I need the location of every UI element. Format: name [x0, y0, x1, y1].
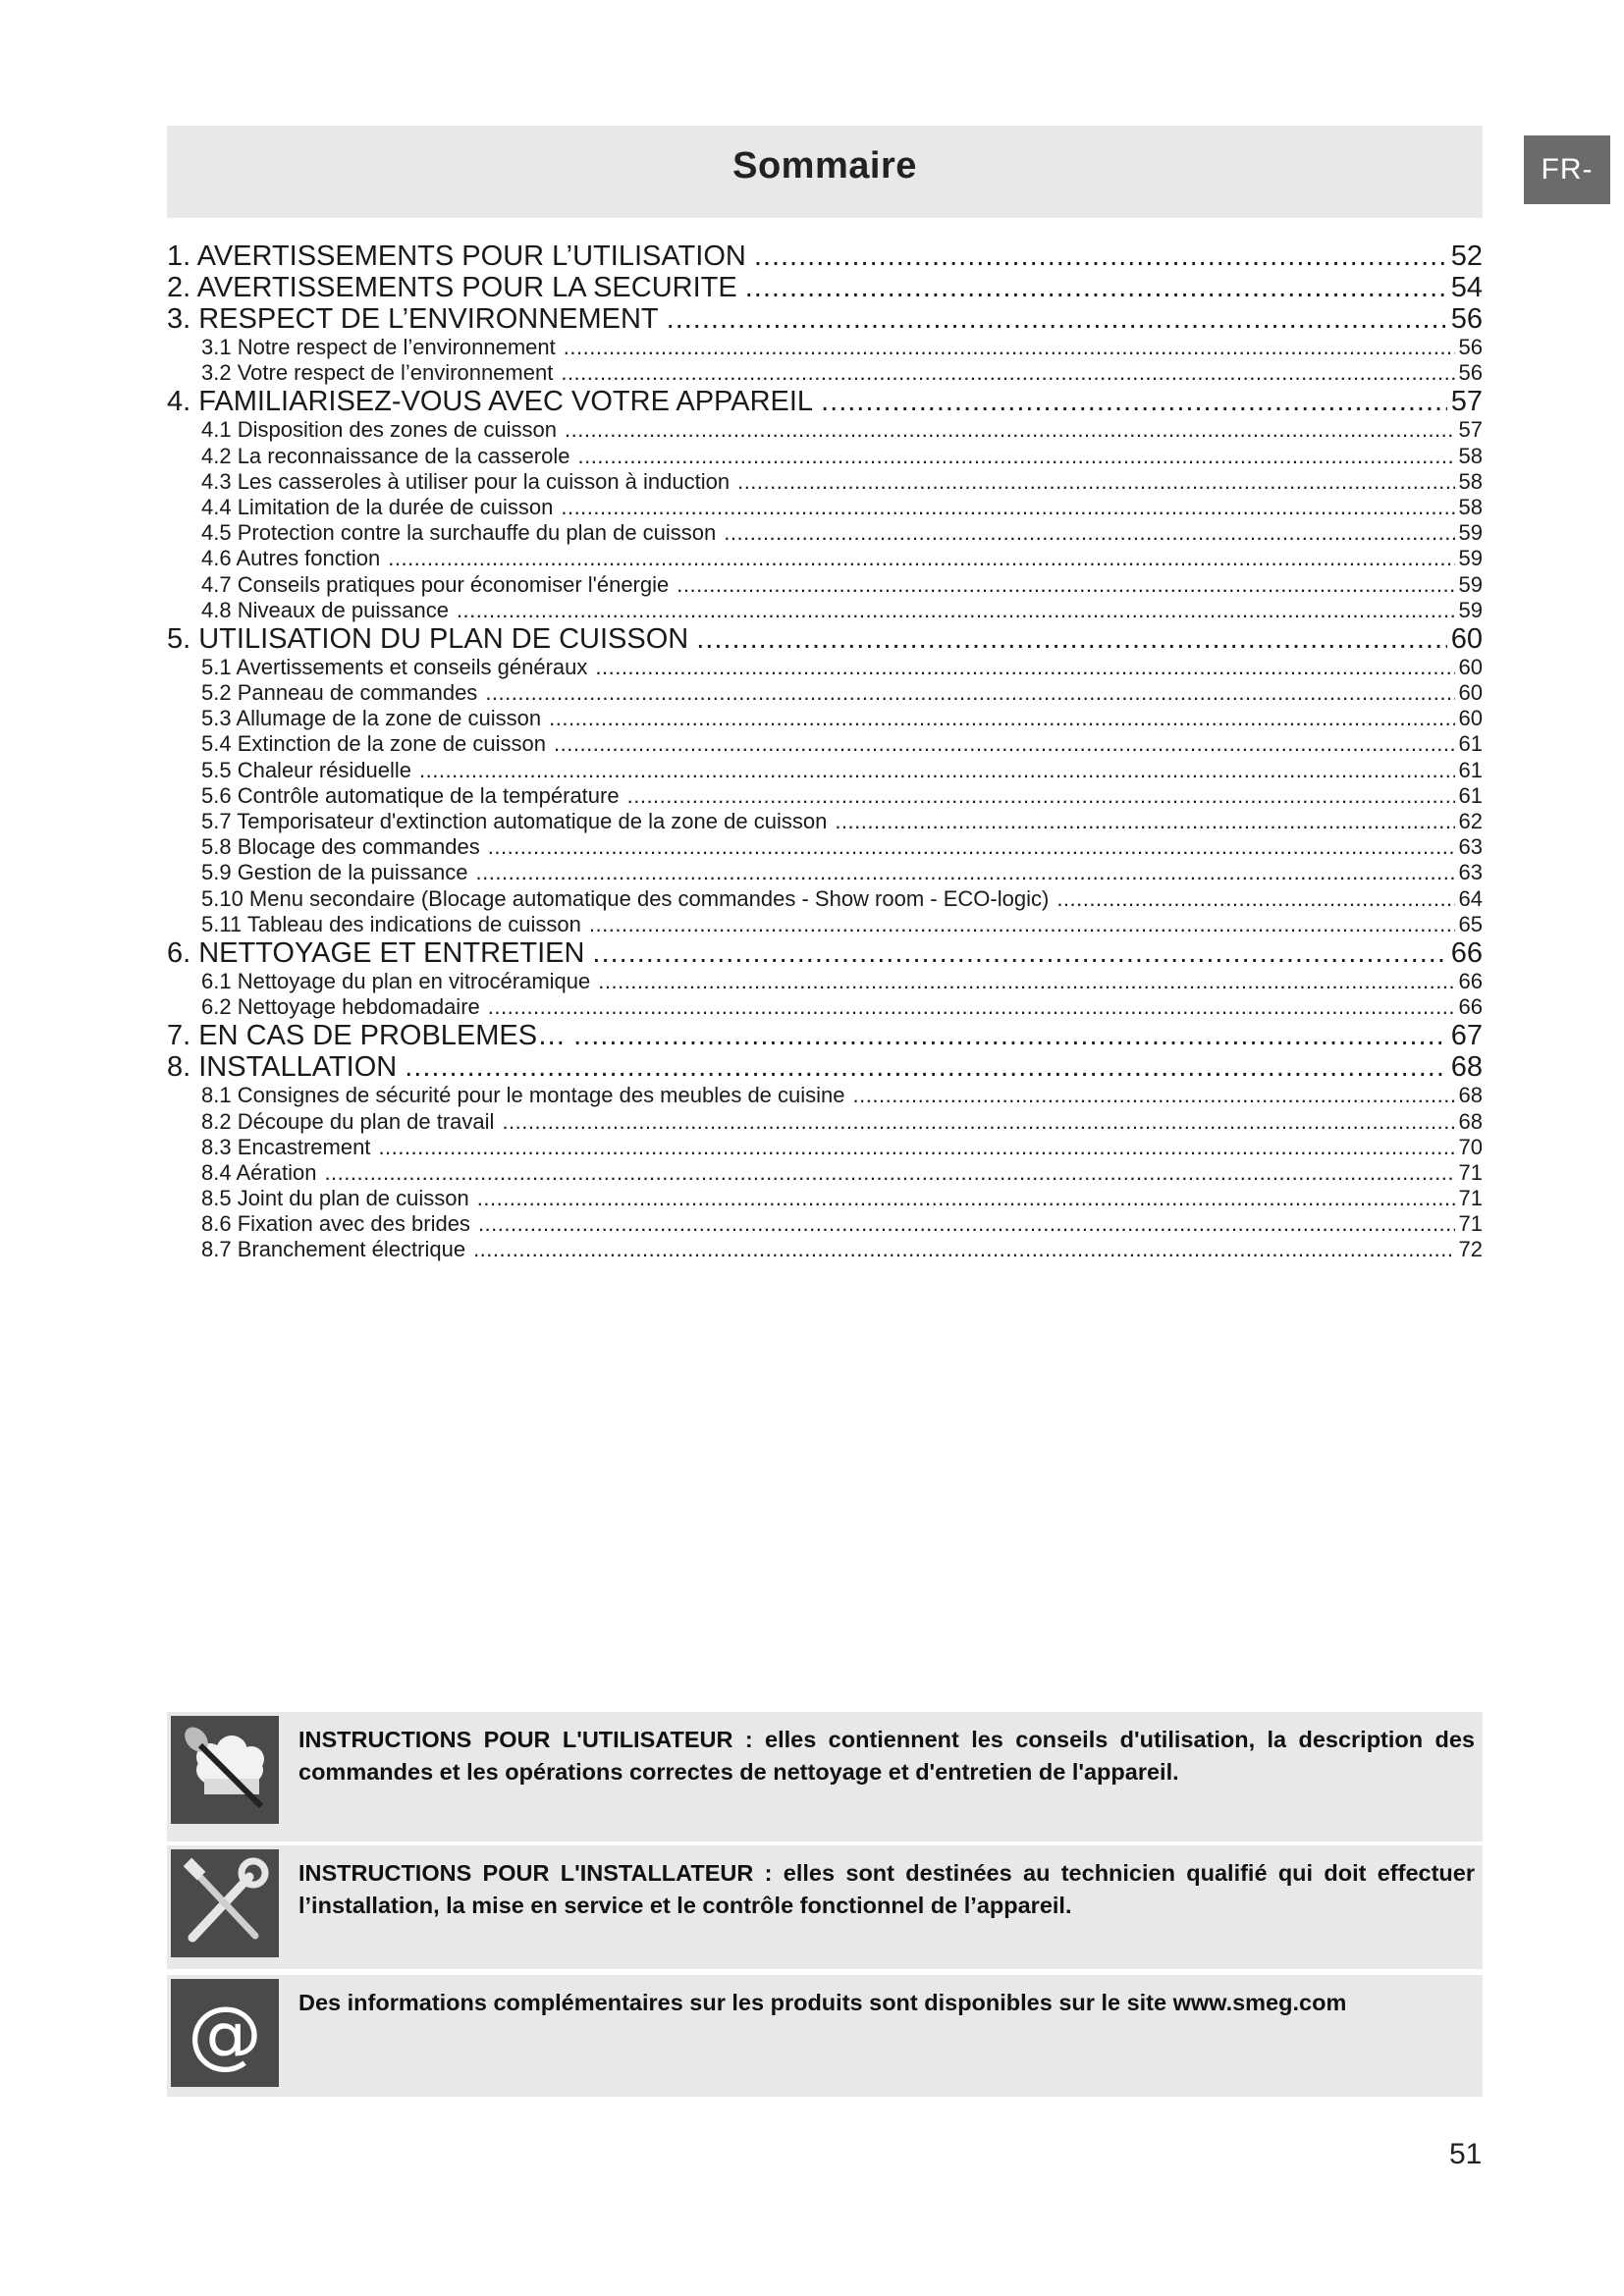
- toc-label: 5.5 Chaleur résiduelle: [201, 757, 412, 782]
- toc-section[interactable]: [167, 1237, 1483, 1262]
- toc-page: 70: [1458, 1134, 1483, 1159]
- toc-leader-dots: [677, 572, 1454, 598]
- toc-leader-dots: [554, 731, 1455, 757]
- toc-leader-dots: [565, 417, 1455, 443]
- toc-page: 59: [1458, 571, 1483, 597]
- toc-page: 61: [1458, 731, 1483, 757]
- toc-section[interactable]: [167, 886, 1483, 912]
- toc-page: 58: [1458, 468, 1483, 494]
- installer-instructions-text: INSTRUCTIONS POUR L'INSTALLATEUR : elles sont destinées au technicien qualifié qui doit effectuer l’installation, la mise en service et le contrôle fonctionnel de l’appareil.: [298, 1860, 1475, 1918]
- toc-label: 4.4 Limitation de la durée de cuisson: [201, 494, 554, 519]
- toc-leader-dots: [502, 1109, 1454, 1135]
- toc-page: 67: [1450, 1020, 1483, 1052]
- toc-label: 5.9 Gestion de la puissance: [201, 860, 468, 885]
- table-of-contents: [167, 240, 1483, 1263]
- toc-label: 5.3 Allumage de la zone de cuisson: [201, 706, 542, 731]
- toc-chapter[interactable]: [167, 937, 1483, 969]
- toc-label: 8.7 Branchement électrique: [201, 1237, 466, 1262]
- toc-page: 63: [1458, 834, 1483, 860]
- toc-section[interactable]: [167, 912, 1483, 937]
- page-number: 51: [1449, 2138, 1483, 2170]
- toc-page: 56: [1450, 303, 1483, 335]
- toc-section[interactable]: [167, 731, 1483, 757]
- toc-page: 58: [1458, 443, 1483, 468]
- toc-section[interactable]: [167, 994, 1483, 1020]
- toc-page: 64: [1458, 885, 1483, 911]
- toc-label: 4.3 Les casseroles à utiliser pour la cuisson à induction: [201, 468, 731, 494]
- web-info-note: [167, 1975, 1483, 2097]
- toc-page: 68: [1458, 1083, 1483, 1108]
- toc-page: 71: [1458, 1186, 1483, 1211]
- toc-leader-dots: [595, 655, 1454, 680]
- toc-page: 60: [1458, 680, 1483, 706]
- toc-page: 72: [1458, 1237, 1483, 1262]
- toc-leader-dots: [478, 1211, 1455, 1237]
- toc-page: 68: [1450, 1051, 1483, 1084]
- toc-leader-dots: [477, 1186, 1455, 1211]
- toc-page: 58: [1458, 494, 1483, 519]
- toc-label: 1. AVERTISSEMENTS POUR L’UTILISATION: [167, 240, 746, 272]
- toc-section[interactable]: [167, 1160, 1483, 1186]
- toc-leader-dots: [1056, 886, 1454, 912]
- toc-leader-dots: [577, 444, 1454, 469]
- svg-text:@: @: [188, 1990, 262, 2077]
- toc-label: 6.1 Nettoyage du plan en vitrocéramique: [201, 968, 591, 993]
- toc-label: 4.7 Conseils pratiques pour économiser l'énergie: [201, 571, 670, 597]
- toc-page: 61: [1458, 757, 1483, 782]
- toc-label: 8.6 Fixation avec des brides: [201, 1211, 470, 1237]
- toc-label: 3. RESPECT DE L’ENVIRONNEMENT: [167, 303, 659, 335]
- toc-page: 57: [1458, 417, 1483, 443]
- toc-label: 2. AVERTISSEMENTS POUR LA SECURITE: [167, 272, 737, 303]
- page-title: Sommaire: [732, 145, 917, 187]
- toc-label: 5.7 Temporisateur d'extinction automatique de la zone de cuisson: [201, 809, 828, 833]
- toc-page: 66: [1458, 968, 1483, 993]
- toc-label: 4.6 Autres fonction: [201, 546, 381, 571]
- toc-label: 7. EN CAS DE PROBLEMES…: [167, 1020, 567, 1052]
- toc-page: 66: [1458, 994, 1483, 1020]
- toc-chapter[interactable]: [167, 1051, 1483, 1083]
- web-info-text: Des informations complémentaires sur les produits sont disponibles sur le site www.smeg.com: [298, 1990, 1347, 2015]
- toc-leader-dots: [405, 1051, 1447, 1083]
- toc-page: 71: [1458, 1211, 1483, 1237]
- toc-label: 8.2 Découpe du plan de travail: [201, 1108, 495, 1134]
- toc-section[interactable]: [167, 1083, 1483, 1108]
- toc-leader-dots: [627, 783, 1455, 809]
- toc-label: 6. NETTOYAGE ET ENTRETIEN: [167, 936, 585, 969]
- toc-label: 4.1 Disposition des zones de cuisson: [201, 417, 557, 443]
- toc-section[interactable]: [167, 1186, 1483, 1211]
- toc-section[interactable]: [167, 598, 1483, 623]
- toc-chapter[interactable]: [167, 386, 1483, 417]
- toc-section[interactable]: [167, 1211, 1483, 1237]
- toc-label: 8.1 Consignes de sécurité pour le montage des meubles de cuisine: [201, 1083, 845, 1108]
- toc-leader-dots: [561, 495, 1454, 520]
- language-badge: FR-BE: [1524, 135, 1610, 204]
- toc-page: 66: [1450, 936, 1483, 969]
- toc-page: 61: [1458, 782, 1483, 808]
- toc-leader-dots: [724, 520, 1454, 546]
- user-instructions-text: INSTRUCTIONS POUR L'UTILISATEUR : elles contiennent les conseils d'utilisation, la description des commandes et les opérations correctes de nettoyage et d'entretien de l'appareil.: [298, 1727, 1475, 1785]
- toc-chapter[interactable]: [167, 623, 1483, 655]
- toc-label: 8.5 Joint du plan de cuisson: [201, 1186, 469, 1211]
- toc-label: 5.2 Panneau de commandes: [201, 680, 478, 706]
- toc-section[interactable]: [167, 360, 1483, 386]
- toc-label: 5.8 Blocage des commandes: [201, 834, 480, 860]
- toc-section[interactable]: [167, 834, 1483, 860]
- toc-section[interactable]: [167, 444, 1483, 469]
- toc-leader-dots: [378, 1135, 1454, 1160]
- toc-leader-dots: [754, 240, 1447, 272]
- toc-section[interactable]: [167, 680, 1483, 706]
- header-bar: [167, 126, 1594, 254]
- toc-leader-dots: [564, 335, 1455, 360]
- toc-leader-dots: [476, 860, 1455, 885]
- toc-page: 60: [1458, 706, 1483, 731]
- toc-page: 63: [1458, 860, 1483, 885]
- toc-leader-dots: [853, 1083, 1455, 1108]
- toc-label: 6.2 Nettoyage hebdomadaire: [201, 994, 480, 1020]
- toc-label: 5.10 Menu secondaire (Blocage automatique des commandes - Show room - ECO-logic): [201, 885, 1050, 911]
- toc-section[interactable]: [167, 495, 1483, 520]
- toc-page: 59: [1458, 520, 1483, 546]
- toc-section[interactable]: [167, 809, 1483, 834]
- chef-hat-spoon-icon: [171, 1716, 279, 1824]
- toc-leader-dots: [573, 1020, 1447, 1051]
- toc-label: 3.2 Votre respect de l’environnement: [201, 360, 554, 386]
- wrench-screwdriver-icon: [171, 1849, 279, 1957]
- toc-leader-dots: [419, 758, 1454, 783]
- toc-label: 4.5 Protection contre la surchauffe du plan de cuisson: [201, 520, 717, 546]
- toc-chapter[interactable]: [167, 240, 1483, 272]
- toc-section[interactable]: [167, 1135, 1483, 1160]
- installer-instructions-note: [167, 1845, 1483, 1969]
- at-sign-icon: [171, 1979, 279, 2087]
- toc-leader-dots: [488, 834, 1455, 860]
- toc-section[interactable]: [167, 520, 1483, 546]
- toc-page: 71: [1458, 1159, 1483, 1185]
- toc-section[interactable]: [167, 469, 1483, 495]
- toc-page: 60: [1450, 622, 1483, 655]
- toc-label: 5. UTILISATION DU PLAN DE CUISSON: [167, 622, 689, 655]
- toc-section[interactable]: [167, 1109, 1483, 1135]
- toc-page: 62: [1458, 809, 1483, 833]
- toc-leader-dots: [667, 303, 1447, 335]
- toc-label: 5.1 Avertissements et conseils généraux: [201, 654, 588, 679]
- toc-page: 57: [1450, 386, 1483, 418]
- toc-page: 52: [1450, 240, 1483, 272]
- toc-section[interactable]: [167, 417, 1483, 443]
- toc-leader-dots: [835, 809, 1454, 834]
- toc-leader-dots: [592, 937, 1446, 969]
- toc-section[interactable]: [167, 969, 1483, 994]
- toc-page: 56: [1458, 335, 1483, 359]
- toc-page: 59: [1458, 546, 1483, 571]
- toc-chapter[interactable]: [167, 1020, 1483, 1051]
- toc-label: 4.2 La reconnaissance de la casserole: [201, 443, 570, 468]
- toc-leader-dots: [561, 360, 1454, 386]
- toc-section[interactable]: [167, 572, 1483, 598]
- toc-chapter[interactable]: [167, 272, 1483, 303]
- toc-leader-dots: [589, 912, 1455, 937]
- toc-leader-dots: [388, 546, 1454, 571]
- toc-section[interactable]: [167, 860, 1483, 885]
- user-instructions-note: [167, 1712, 1483, 1842]
- toc-leader-dots: [745, 272, 1447, 303]
- toc-leader-dots: [324, 1160, 1454, 1186]
- toc-page: 59: [1458, 597, 1483, 622]
- toc-chapter[interactable]: [167, 303, 1483, 335]
- toc-label: 3.1 Notre respect de l’environnement: [201, 335, 556, 359]
- toc-page: 65: [1458, 911, 1483, 936]
- toc-leader-dots: [549, 706, 1454, 731]
- toc-label: 4. FAMILIARISEZ-VOUS AVEC VOTRE APPAREIL: [167, 386, 814, 418]
- toc-leader-dots: [485, 680, 1454, 706]
- toc-leader-dots: [488, 994, 1455, 1020]
- toc-section[interactable]: [167, 758, 1483, 783]
- toc-page: 68: [1458, 1108, 1483, 1134]
- toc-leader-dots: [821, 386, 1447, 417]
- toc-label: 8.4 Aération: [201, 1159, 317, 1185]
- toc-section[interactable]: [167, 546, 1483, 571]
- toc-leader-dots: [457, 598, 1455, 623]
- toc-page: 54: [1450, 272, 1483, 303]
- toc-section[interactable]: [167, 655, 1483, 680]
- toc-label: 5.6 Contrôle automatique de la température: [201, 782, 620, 808]
- toc-leader-dots: [598, 969, 1454, 994]
- toc-page: 56: [1458, 360, 1483, 386]
- toc-leader-dots: [473, 1237, 1454, 1262]
- toc-section[interactable]: [167, 706, 1483, 731]
- toc-section[interactable]: [167, 335, 1483, 360]
- toc-leader-dots: [696, 623, 1447, 655]
- toc-leader-dots: [737, 469, 1454, 495]
- toc-label: 4.8 Niveaux de puissance: [201, 597, 449, 622]
- toc-label: 5.11 Tableau des indications de cuisson: [201, 911, 581, 936]
- toc-label: 8.3 Encastrement: [201, 1134, 371, 1159]
- toc-page: 60: [1458, 654, 1483, 679]
- toc-section[interactable]: [167, 783, 1483, 809]
- toc-label: 8. INSTALLATION: [167, 1051, 398, 1084]
- toc-label: 5.4 Extinction de la zone de cuisson: [201, 731, 547, 757]
